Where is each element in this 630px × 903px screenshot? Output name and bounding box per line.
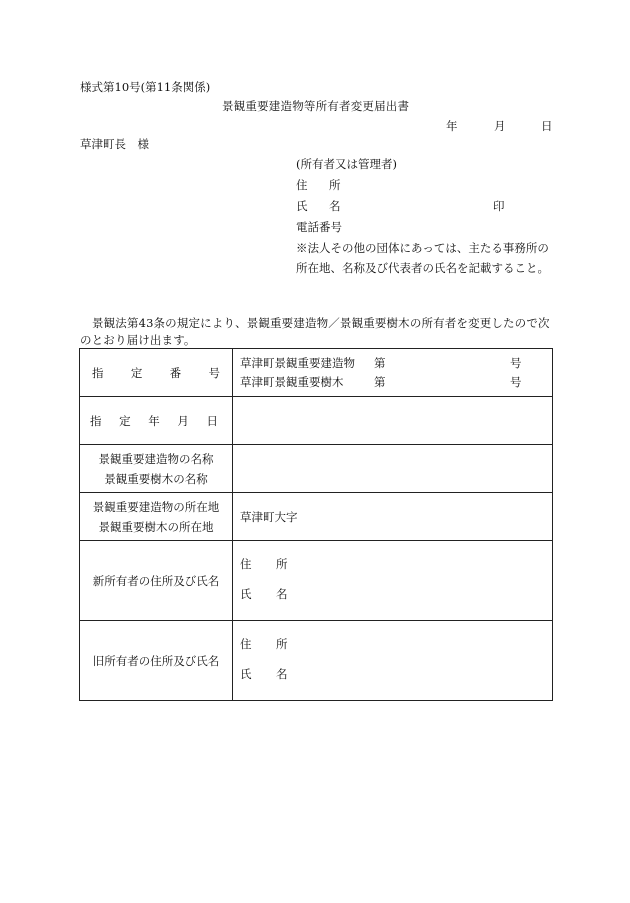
date-year-label: 年 bbox=[446, 119, 458, 133]
designation-building-go: 号 bbox=[510, 355, 522, 370]
old-owner-address-label bbox=[240, 637, 552, 655]
label-name-tree: 景観重要樹木の名称 bbox=[104, 471, 208, 486]
label-char: 指 bbox=[92, 365, 104, 380]
label-new-owner: 新所有者の住所及び氏名 bbox=[80, 541, 233, 621]
document-title: 景観重要建造物等所有者変更届出書 bbox=[222, 99, 410, 113]
owner-name-label-1: 氏 bbox=[296, 199, 308, 213]
label-char: 号 bbox=[208, 365, 220, 380]
old-owner-address-char-1: 住 bbox=[240, 636, 252, 651]
label-old-owner: 旧所有者の住所及び氏名 bbox=[80, 621, 233, 701]
label-designation-date bbox=[80, 397, 233, 445]
row-old-owner bbox=[80, 621, 553, 701]
new-owner-address-char-1: 住 bbox=[240, 556, 252, 571]
label-location bbox=[80, 493, 233, 541]
row-designation-date bbox=[80, 397, 553, 445]
value-location[interactable]: 草津町大字 bbox=[233, 493, 553, 541]
row-designation-number bbox=[80, 349, 553, 397]
label-char: 日 bbox=[206, 413, 218, 428]
owner-note-line-2: 所在地、名称及び代表者の氏名を記載すること。 bbox=[296, 261, 549, 275]
new-owner-name-char-1: 氏 bbox=[240, 586, 252, 601]
designation-tree-dai: 第 bbox=[374, 374, 386, 389]
body-text: 景観法第43条の規定により、景観重要建造物／景観重要樹木の所有者を変更したので次のとおり届け出ます。 bbox=[80, 316, 550, 347]
value-old-owner[interactable] bbox=[233, 621, 553, 701]
label-char: 番 bbox=[169, 365, 182, 380]
designation-building-dai: 第 bbox=[374, 355, 386, 370]
designation-tree-go: 号 bbox=[510, 374, 522, 389]
value-name[interactable] bbox=[233, 445, 553, 493]
row-location bbox=[80, 493, 553, 541]
value-designation-number[interactable] bbox=[233, 349, 553, 397]
row-name bbox=[80, 445, 553, 493]
label-location-tree: 景観重要樹木の所在地 bbox=[98, 519, 214, 534]
designation-tree-name: 草津町景観重要樹木 bbox=[240, 374, 344, 389]
label-char: 定 bbox=[119, 413, 131, 428]
addressee: 草津町長 様 bbox=[80, 137, 149, 151]
owner-phone-label: 電話番号 bbox=[296, 220, 342, 234]
owner-seal: 印 bbox=[493, 199, 505, 213]
label-location-building: 景観重要建造物の所在地 bbox=[92, 499, 220, 514]
label-char: 月 bbox=[177, 413, 189, 428]
new-owner-name-label bbox=[240, 587, 552, 605]
form-table bbox=[79, 348, 553, 701]
owner-address-label-2: 所 bbox=[329, 178, 341, 192]
owner-address-label-1: 住 bbox=[296, 178, 308, 192]
value-designation-date[interactable] bbox=[233, 397, 553, 445]
owner-heading: (所有者又は管理者) bbox=[296, 157, 397, 171]
label-designation-number bbox=[80, 349, 233, 397]
old-owner-name-char-2: 名 bbox=[276, 666, 288, 681]
new-owner-address-label bbox=[240, 557, 552, 575]
value-new-owner[interactable] bbox=[233, 541, 553, 621]
label-name bbox=[80, 445, 233, 493]
date-day-label: 日 bbox=[541, 119, 553, 133]
designation-building-row bbox=[240, 354, 552, 373]
date-month-label: 月 bbox=[494, 119, 506, 133]
designation-tree-row bbox=[240, 373, 552, 392]
old-owner-name-label bbox=[240, 667, 552, 685]
new-owner-name-char-2: 名 bbox=[276, 586, 288, 601]
label-char: 指 bbox=[90, 413, 102, 428]
label-char: 年 bbox=[148, 413, 160, 428]
form-number: 様式第10号(第11条関係) bbox=[80, 80, 211, 94]
owner-name-label-2: 名 bbox=[329, 199, 341, 213]
old-owner-address-char-2: 所 bbox=[276, 636, 288, 651]
owner-note-line-1: ※法人その他の団体にあっては、主たる事務所の bbox=[296, 241, 549, 255]
designation-building-name: 草津町景観重要建造物 bbox=[240, 355, 355, 370]
label-name-building: 景観重要建造物の名称 bbox=[98, 451, 214, 466]
row-new-owner bbox=[80, 541, 553, 621]
label-char: 定 bbox=[130, 365, 143, 380]
old-owner-name-char-1: 氏 bbox=[240, 666, 252, 681]
new-owner-address-char-2: 所 bbox=[276, 556, 288, 571]
